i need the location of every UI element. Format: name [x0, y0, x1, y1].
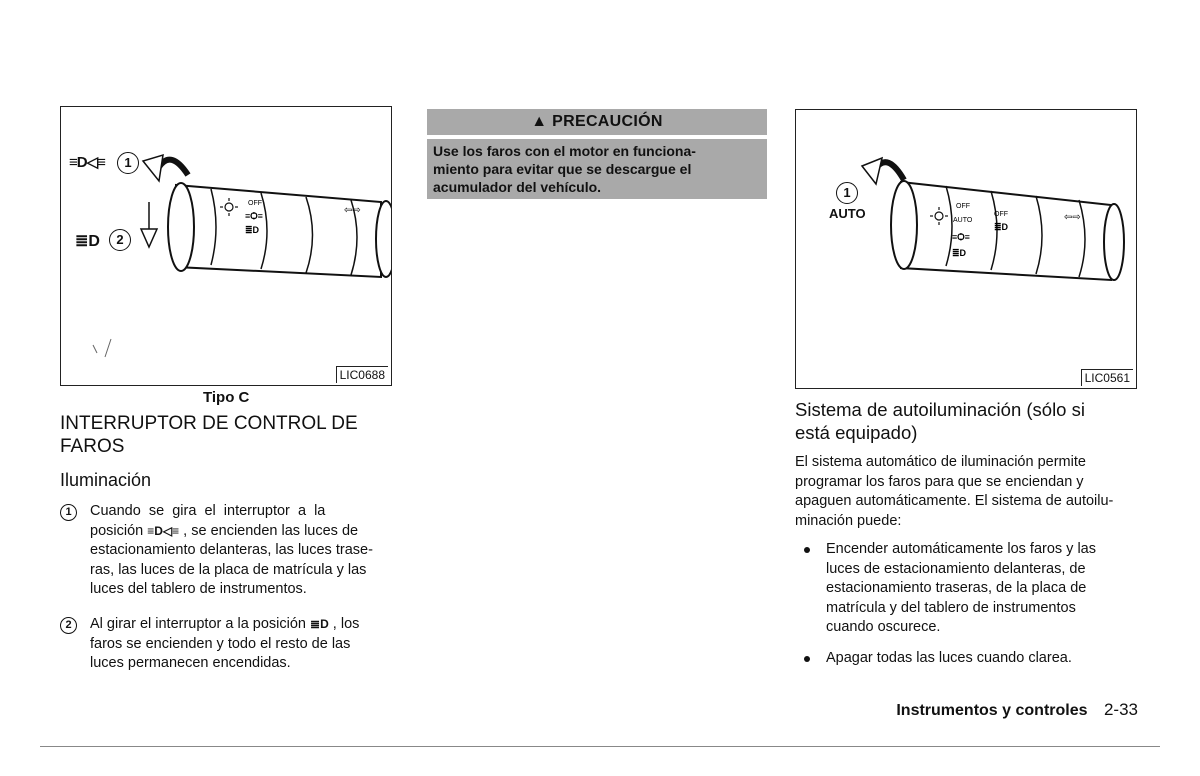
- text-line: matrícula y del tablero de instrumentos: [826, 599, 1076, 616]
- parking-lights-icon: ≡D◁≡: [69, 154, 105, 171]
- warning-triangle-icon: ▲: [531, 113, 548, 130]
- svg-text:⇦⇨: ⇦⇨: [1064, 212, 1081, 223]
- text-line: miento para evitar que se descargue el: [433, 161, 692, 177]
- subsection-title: Iluminación: [60, 470, 152, 490]
- svg-text:≣D: ≣D: [245, 225, 260, 235]
- text-line: acumulador del vehículo.: [433, 179, 602, 195]
- page-footer: [860, 700, 1138, 720]
- auto-light-switch-illustration: [796, 110, 1136, 388]
- bullet-dot: [804, 656, 810, 662]
- caution-box: [427, 109, 767, 199]
- text-line: apaguen automáticamente. El sistema de autoilu-: [795, 493, 1114, 509]
- text-line: faros se encienden y todo el resto de las: [90, 635, 351, 652]
- auto-label: AUTO: [829, 206, 866, 221]
- text-line: Al girar el interruptor a la posición ≣D , los: [90, 616, 360, 632]
- text-line: Encender automáticamente los faros y las: [826, 541, 1096, 557]
- text-line: programar los faros para que se enciendan y: [795, 473, 1084, 490]
- switch-off-label: OFF: [956, 203, 970, 210]
- section-title-line: está equipado): [795, 422, 918, 443]
- text-line: luces permanecen encendidas.: [90, 655, 291, 671]
- section-title: [795, 398, 1085, 444]
- text-line: El sistema automático de iluminación permite: [795, 454, 1086, 470]
- section-title-line: INTERRUPTOR DE CONTROL DE: [60, 413, 358, 434]
- text-line: minación puede:: [795, 512, 902, 529]
- text-line: posición ≡D◁≡ , se encienden las luces de: [90, 522, 359, 539]
- switch-off-label-2: OFF: [994, 211, 1008, 218]
- text-line: luces del tablero de instrumentos.: [90, 581, 307, 597]
- headlights-icon: ≣D: [310, 617, 329, 631]
- section-title: [60, 412, 358, 458]
- bullet-item-2: Apagar todas las luces cuando clarea.: [826, 650, 1072, 666]
- section-title-line: Sistema de autoiluminación (sólo si: [795, 399, 1085, 420]
- text-line: luces de estacionamiento delanteras, de: [826, 560, 1086, 577]
- figure-auto-light-switch: [795, 109, 1137, 389]
- svg-text:≡Ѻ≡: ≡Ѻ≡: [952, 232, 970, 242]
- caution-text: [427, 139, 767, 199]
- text-line: estacionamiento traseras, de la placa de: [826, 580, 1087, 596]
- footer-rule: [40, 746, 1160, 747]
- text-line: Use los faros con el motor en funciona-: [433, 143, 696, 159]
- text-line: ras, las luces de la placa de matrícula y las: [90, 561, 367, 578]
- figure-code: LIC0561: [1081, 369, 1133, 386]
- caution-heading-text: PRECAUCIÓN: [552, 113, 663, 130]
- text-line: Cuando se gira el interruptor a la: [90, 503, 326, 519]
- bullet-item-1: [826, 540, 1138, 638]
- figure-headlight-switch-type-c: [60, 106, 392, 386]
- item-2-number: 2: [60, 617, 77, 634]
- parking-lights-icon: ≡D◁≡: [147, 523, 180, 538]
- item-1-number: 1: [60, 504, 77, 521]
- svg-text:⇦⇨: ⇦⇨: [344, 205, 361, 216]
- svg-text:≡Ѻ≡: ≡Ѻ≡: [245, 211, 263, 221]
- headlights-icon: ≣D: [75, 233, 100, 250]
- item-1-text: [90, 502, 400, 600]
- intro-paragraph: [795, 453, 1140, 531]
- footer-section: Instrumentos y controles: [896, 702, 1088, 719]
- figure-caption: Tipo C: [203, 389, 250, 406]
- position-1-marker: 1: [836, 182, 858, 204]
- text-line: estacionamiento delanteras, las luces trase-: [90, 542, 373, 558]
- switch-auto-label: AUTO: [953, 217, 973, 224]
- switch-off-label: OFF: [248, 200, 262, 207]
- bullet-dot: [804, 547, 810, 553]
- position-1-marker: 1: [117, 152, 139, 174]
- svg-text:≣D: ≣D: [994, 222, 1009, 232]
- section-title-line: FAROS: [60, 436, 125, 457]
- figure-code: LIC0688: [336, 366, 388, 383]
- caution-heading: [427, 109, 767, 135]
- item-2-text: [90, 615, 400, 674]
- text-line: cuando oscurece.: [826, 619, 941, 635]
- page-number: 2-33: [1103, 700, 1138, 719]
- position-2-marker: 2: [109, 229, 131, 251]
- svg-text:≣D: ≣D: [952, 248, 967, 258]
